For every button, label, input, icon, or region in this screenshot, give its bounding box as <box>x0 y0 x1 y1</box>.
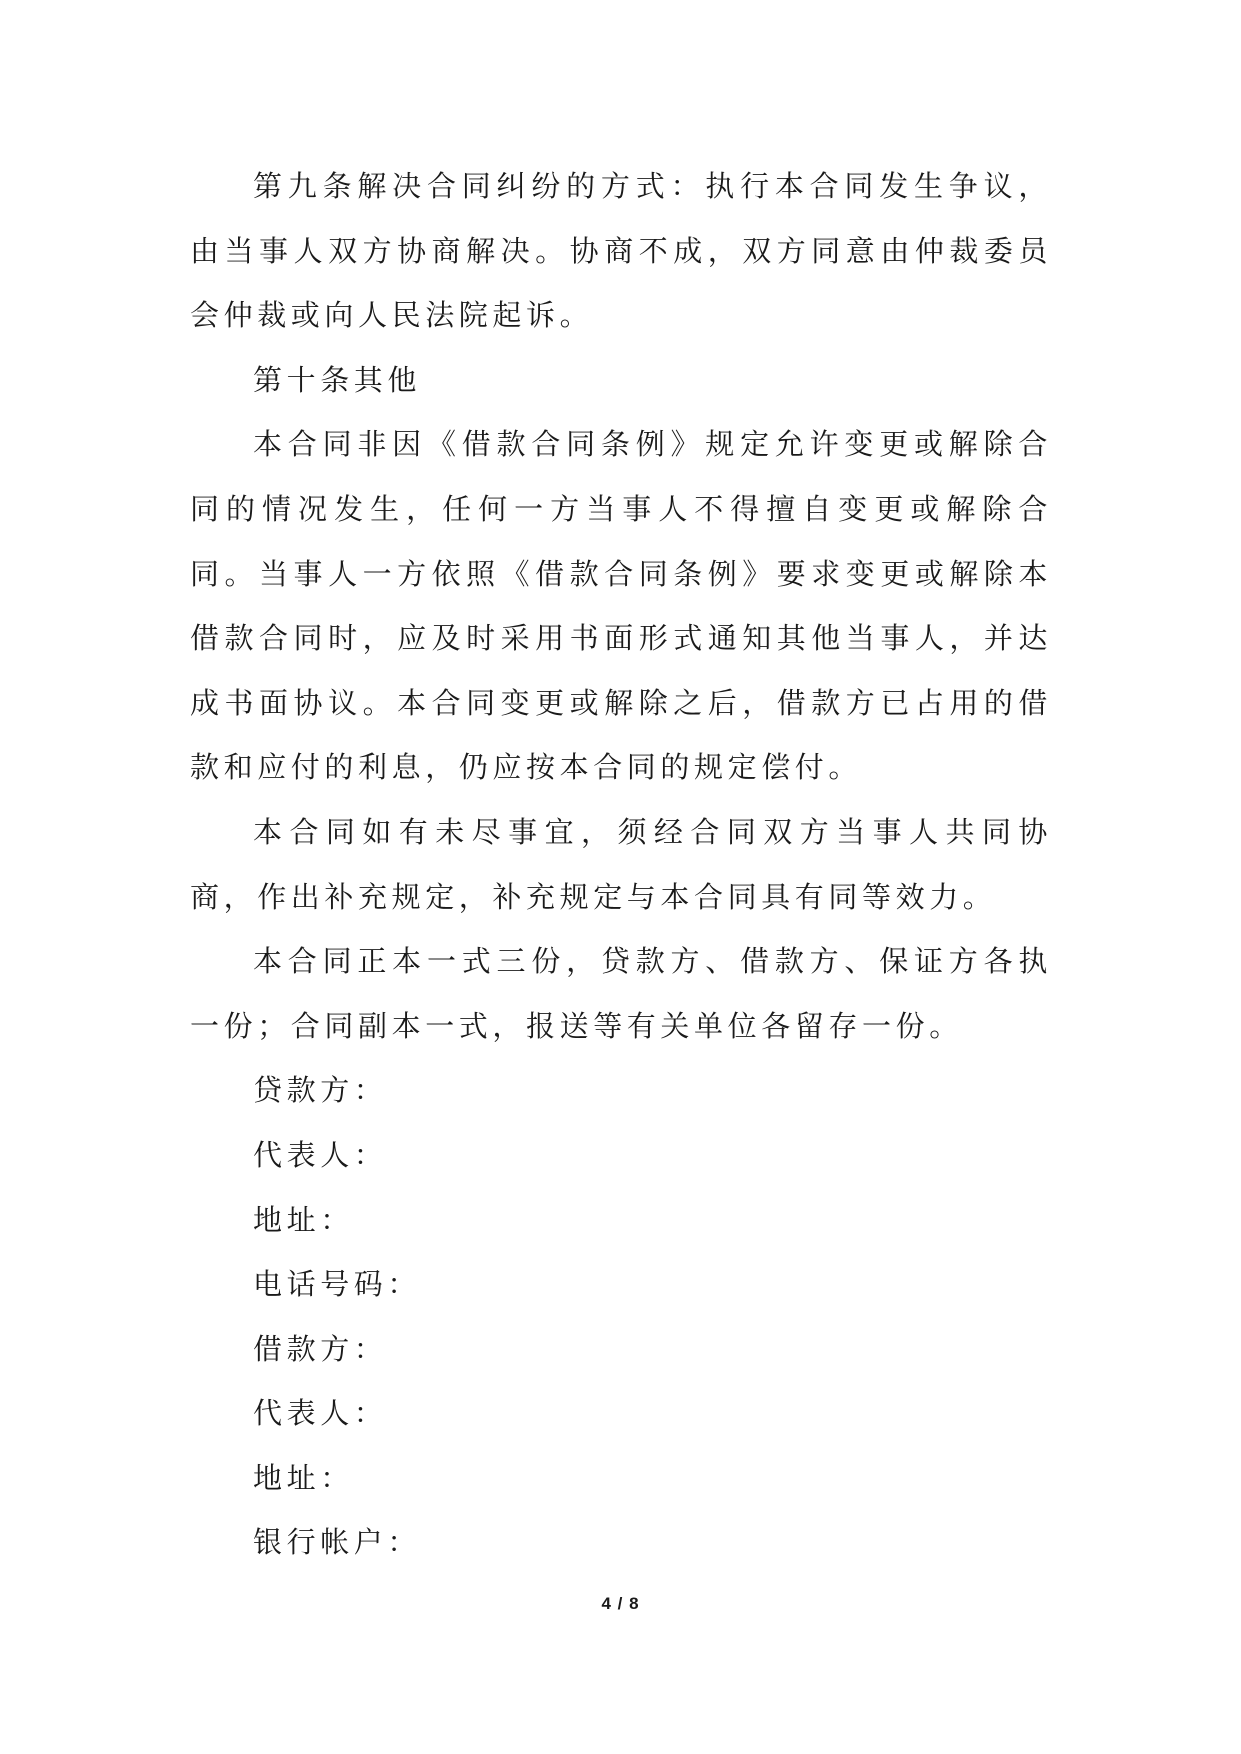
document-body <box>190 154 1052 1575</box>
lender-representative-label: 代表人： <box>253 1137 388 1172</box>
copies-clause: 本合同正本一式三份，贷款方、借款方、保证方各执一份；合同副本一式，报送等有关单位各留存一份。 <box>190 944 1052 1043</box>
borrower-label: 借款方： <box>253 1331 388 1366</box>
lender-label: 贷款方： <box>253 1073 388 1108</box>
article-10-heading: 第十条其他 <box>253 362 422 397</box>
page-number: 4 / 8 <box>601 1594 640 1613</box>
lender-address-label: 地址： <box>253 1202 354 1237</box>
borrower-representative-label: 代表人： <box>253 1396 388 1431</box>
contract-change-clause: 本合同非因《借款合同条例》规定允许变更或解除合同的情况发生，任何一方当事人不得擅自变更或解除合同。当事人一方依照《借款合同条例》要求变更或解除本借款合同时，应及时采用书面形式通知其他当事人，并达成书面协议。本合同变更或解除之后，借款方已占用的借款和应付的利息，仍应按本合同的规定偿付。 <box>190 427 1052 785</box>
lender-phone-label: 电话号码： <box>253 1267 422 1302</box>
article-9-dispute-resolution: 第九条解决合同纠纷的方式：执行本合同发生争议，由当事人双方协商解决。协商不成，双方同意由仲裁委员会仲裁或向人民法院起诉。 <box>190 169 1052 333</box>
supplementary-clause: 本合同如有未尽事宜，须经合同双方当事人共同协商，作出补充规定，补充规定与本合同具有同等效力。 <box>190 814 1052 914</box>
borrower-bank-account-label: 银行帐户： <box>253 1525 422 1560</box>
borrower-address-label: 地址： <box>253 1460 354 1495</box>
